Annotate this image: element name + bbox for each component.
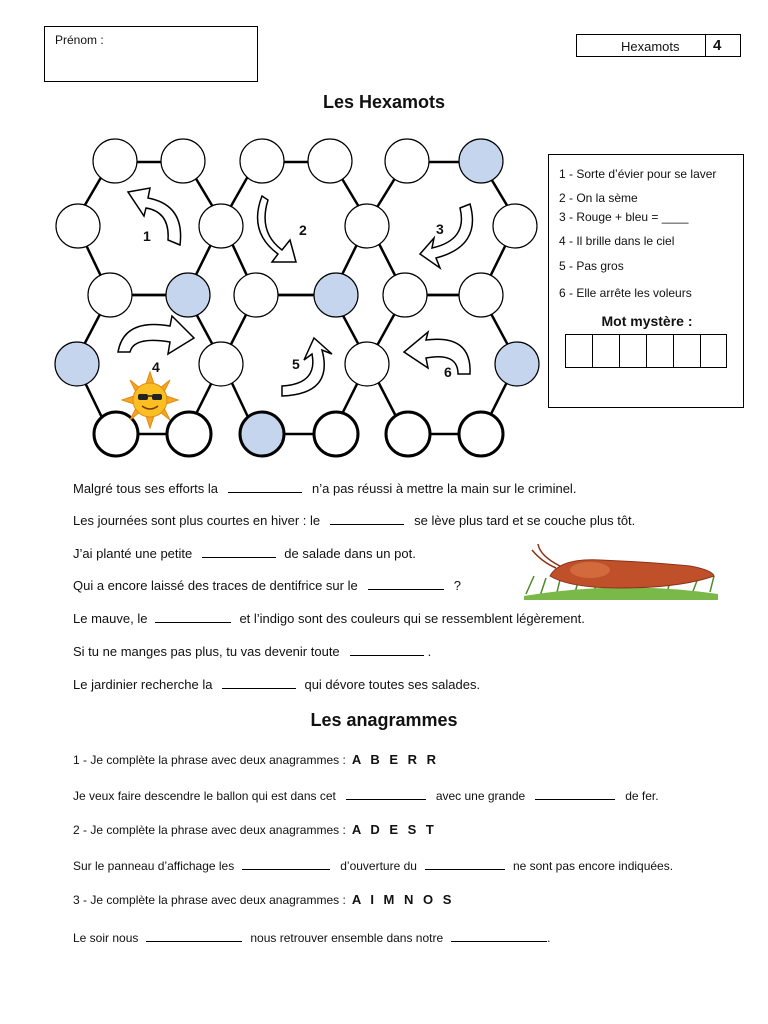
letter-circle[interactable] <box>385 139 429 183</box>
clue-5: 5 - Pas gros <box>559 259 624 273</box>
mystery-cell[interactable] <box>700 334 727 368</box>
letter-circle[interactable] <box>199 342 243 386</box>
answer-blank[interactable] <box>368 578 444 590</box>
mystery-cell[interactable] <box>646 334 673 368</box>
letter-circle[interactable] <box>88 273 132 317</box>
answer-blank[interactable] <box>535 788 615 800</box>
worksheet-number: 4 <box>713 37 722 54</box>
letter-circle[interactable] <box>199 204 243 248</box>
letter-circle[interactable] <box>56 204 100 248</box>
hex-number-1: 1 <box>143 228 151 244</box>
arrow-hex-1 <box>128 188 181 245</box>
answer-blank[interactable] <box>346 788 426 800</box>
answer-blank[interactable] <box>425 858 505 870</box>
mystery-cell[interactable] <box>592 334 619 368</box>
anagram-instruction-3: 3 - Je complète la phrase avec deux anagrammes : A I M N O S <box>73 892 455 907</box>
sentence-6: Si tu ne manges pas plus, tu vas devenir toute . <box>73 644 432 659</box>
sentence-7: Le jardinier recherche la qui dévore toutes ses salades. <box>73 677 481 692</box>
answer-blank[interactable] <box>228 481 302 493</box>
anagram-sentence-1: Je veux faire descendre le ballon qui est dans cet avec une grande de fer. <box>73 789 659 803</box>
mystery-cell[interactable] <box>673 334 700 368</box>
arrow-hex-6 <box>404 332 470 374</box>
answer-blank[interactable] <box>146 930 242 942</box>
letter-circle[interactable] <box>459 273 503 317</box>
sentence-2: Les journées sont plus courtes en hiver : le se lève plus tard et se couche plus tôt. <box>73 513 636 528</box>
letter-circle[interactable] <box>383 273 427 317</box>
clue-1: 1 - Sorte d’évier pour se laver <box>559 167 717 181</box>
sentence-3: J’ai planté une petite de salade dans un pot. <box>73 546 416 561</box>
slug-illustration <box>520 536 720 600</box>
hex-number-5: 5 <box>292 356 300 372</box>
hex-number-2: 2 <box>299 222 307 238</box>
sentence-5: Le mauve, le et l’indigo sont des couleurs qui se ressemblent légèrement. <box>73 611 585 626</box>
anagram-letters-1: A B E R R <box>351 752 440 767</box>
clue-6: 6 - Elle arrête les voleurs <box>559 286 692 300</box>
letter-circle[interactable] <box>167 412 211 456</box>
mystery-circle[interactable] <box>459 139 503 183</box>
clue-3: 3 - Rouge + bleu = ____ <box>559 210 689 224</box>
hex-number-3: 3 <box>436 221 444 237</box>
answer-blank[interactable] <box>242 858 330 870</box>
answer-blank[interactable] <box>330 513 404 525</box>
worksheet-name: Hexamots <box>621 39 680 54</box>
clues-box <box>548 154 744 408</box>
answer-blank[interactable] <box>202 546 276 558</box>
letter-circle[interactable] <box>386 412 430 456</box>
mystery-circle[interactable] <box>314 273 358 317</box>
letter-circle[interactable] <box>308 139 352 183</box>
letter-circle[interactable] <box>493 204 537 248</box>
arrow-hex-2 <box>258 196 296 262</box>
anagram-sentence-3: Le soir nous nous retrouver ensemble dans notre . <box>73 931 551 945</box>
letter-circle[interactable] <box>240 139 284 183</box>
arrow-hex-5 <box>282 338 332 396</box>
mystery-circle[interactable] <box>240 412 284 456</box>
mystery-cell[interactable] <box>619 334 646 368</box>
answer-blank[interactable] <box>451 930 547 942</box>
letter-circle[interactable] <box>345 204 389 248</box>
sentence-4: Qui a encore laissé des traces de dentifrice sur le ? <box>73 578 461 593</box>
answer-blank[interactable] <box>350 644 424 656</box>
arrow-hex-4 <box>118 316 194 354</box>
mystery-word-cells[interactable] <box>565 334 727 368</box>
anagram-letters-3: A I M N O S <box>351 892 455 907</box>
letter-circle[interactable] <box>314 412 358 456</box>
anagram-sentence-2: Sur le panneau d’affichage les d’ouverture du ne sont pas encore indiquées. <box>73 859 674 873</box>
anagram-letters-2: A D E S T <box>351 822 437 837</box>
clue-4: 4 - Il brille dans le ciel <box>559 234 675 248</box>
mystery-label: Mot mystère : <box>601 313 693 329</box>
page-title: Les Hexamots <box>322 92 446 112</box>
sentence-1: Malgré tous ses efforts la n’a pas réussi à mettre la main sur le criminel. <box>73 481 577 496</box>
hex-number-4: 4 <box>152 359 160 375</box>
arrow-hex-3 <box>420 204 472 268</box>
mystery-circle[interactable] <box>495 342 539 386</box>
mystery-circle[interactable] <box>166 273 210 317</box>
prenom-label: Prénom : <box>55 33 104 47</box>
letter-circle[interactable] <box>234 273 278 317</box>
anagram-instruction-2: 2 - Je complète la phrase avec deux anagrammes : A D E S T <box>73 822 437 837</box>
anagrams-title: Les anagrammes <box>310 710 458 730</box>
letter-circle[interactable] <box>161 139 205 183</box>
mystery-cell[interactable] <box>565 334 592 368</box>
answer-blank[interactable] <box>155 611 231 623</box>
clue-2: 2 - On la sème <box>559 191 638 205</box>
letter-circle[interactable] <box>345 342 389 386</box>
hex-number-6: 6 <box>444 364 452 380</box>
sun-illustration <box>122 372 178 428</box>
mystery-circle[interactable] <box>55 342 99 386</box>
answer-blank[interactable] <box>222 677 296 689</box>
letter-circle[interactable] <box>93 139 137 183</box>
anagram-instruction-1: 1 - Je complète la phrase avec deux anagrammes : A B E R R <box>73 752 440 767</box>
letter-circle[interactable] <box>459 412 503 456</box>
